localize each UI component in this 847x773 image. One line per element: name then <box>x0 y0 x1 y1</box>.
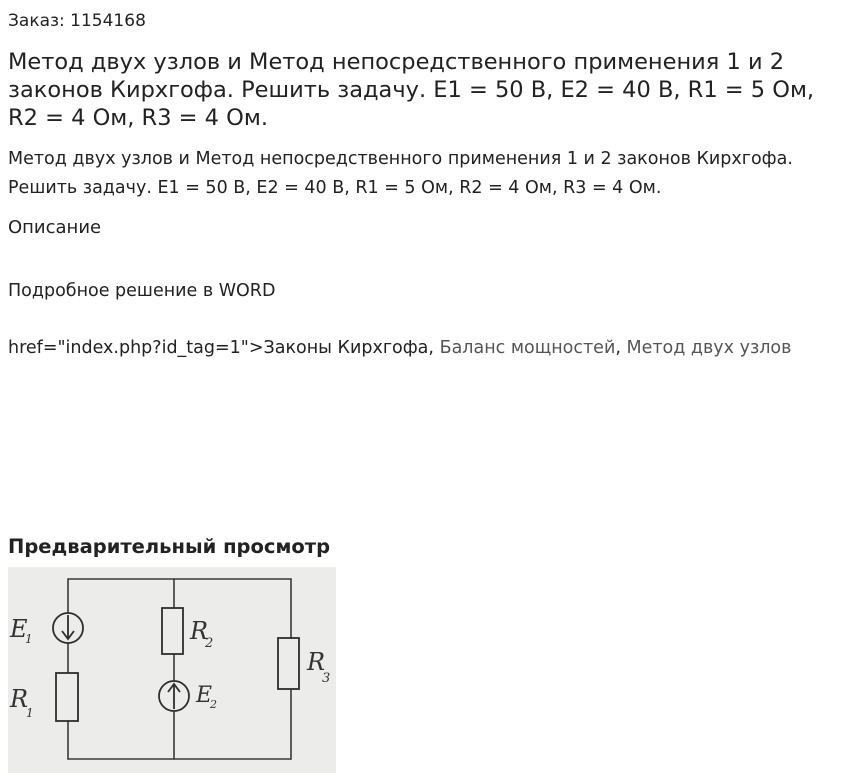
tag-link-two-nodes-method[interactable]: Метод двух узлов <box>626 338 792 358</box>
label-e2-sub: 2 <box>210 698 217 711</box>
resistor-r3 <box>278 638 299 689</box>
tag-separator: , <box>615 338 627 358</box>
resistor-r2 <box>162 608 183 654</box>
description-heading: Описание <box>8 217 102 238</box>
label-r3: R <box>307 648 326 676</box>
source-e1 <box>53 613 83 643</box>
label-e1-sub: 1 <box>25 632 33 646</box>
label-e2: E <box>196 683 213 708</box>
tags-prefix: href="index.php?id_tag=1"> <box>8 338 264 358</box>
tag-link-kirchhoff-laws[interactable]: Законы Кирхгофа <box>263 338 429 358</box>
lead-text: Метод двух узлов и Метод непосредственного применения 1 и 2 законов Кирхгофа. Решить задачу. E1 = 50 В, E2 = 40 В, R1 = 5 Ом, R2 = 4 Ом, R3 = 4 Ом. <box>8 149 793 198</box>
tag-link-power-balance[interactable]: Баланс мощностей <box>439 338 616 358</box>
source-e2 <box>159 681 189 711</box>
page-title: Метод двух узлов и Метод непосредственного применения 1 и 2 законов Кирхгофа. Решить задачу. E1 = 50 В, E2 = 40 В, R1 = 5 Ом, R2 = 4 Ом, R3 = 4 Ом. <box>8 49 815 131</box>
preview-heading: Предварительный просмотр <box>8 535 331 558</box>
label-r2-sub: 2 <box>205 636 214 651</box>
description-text: Подробное решение в WORD <box>8 281 276 301</box>
label-r1: R <box>10 685 29 713</box>
tags-line <box>8 334 808 363</box>
label-r2: R <box>190 617 209 645</box>
tag-separator: , <box>428 338 440 358</box>
label-r1-sub: 1 <box>26 706 34 720</box>
resistor-r1 <box>56 673 78 721</box>
order-number: Заказ: 1154168 <box>8 11 146 31</box>
circuit-preview-image <box>8 567 336 773</box>
label-r3-sub: 3 <box>322 671 331 686</box>
circuit-diagram <box>8 567 336 773</box>
label-e1: E <box>10 615 28 643</box>
